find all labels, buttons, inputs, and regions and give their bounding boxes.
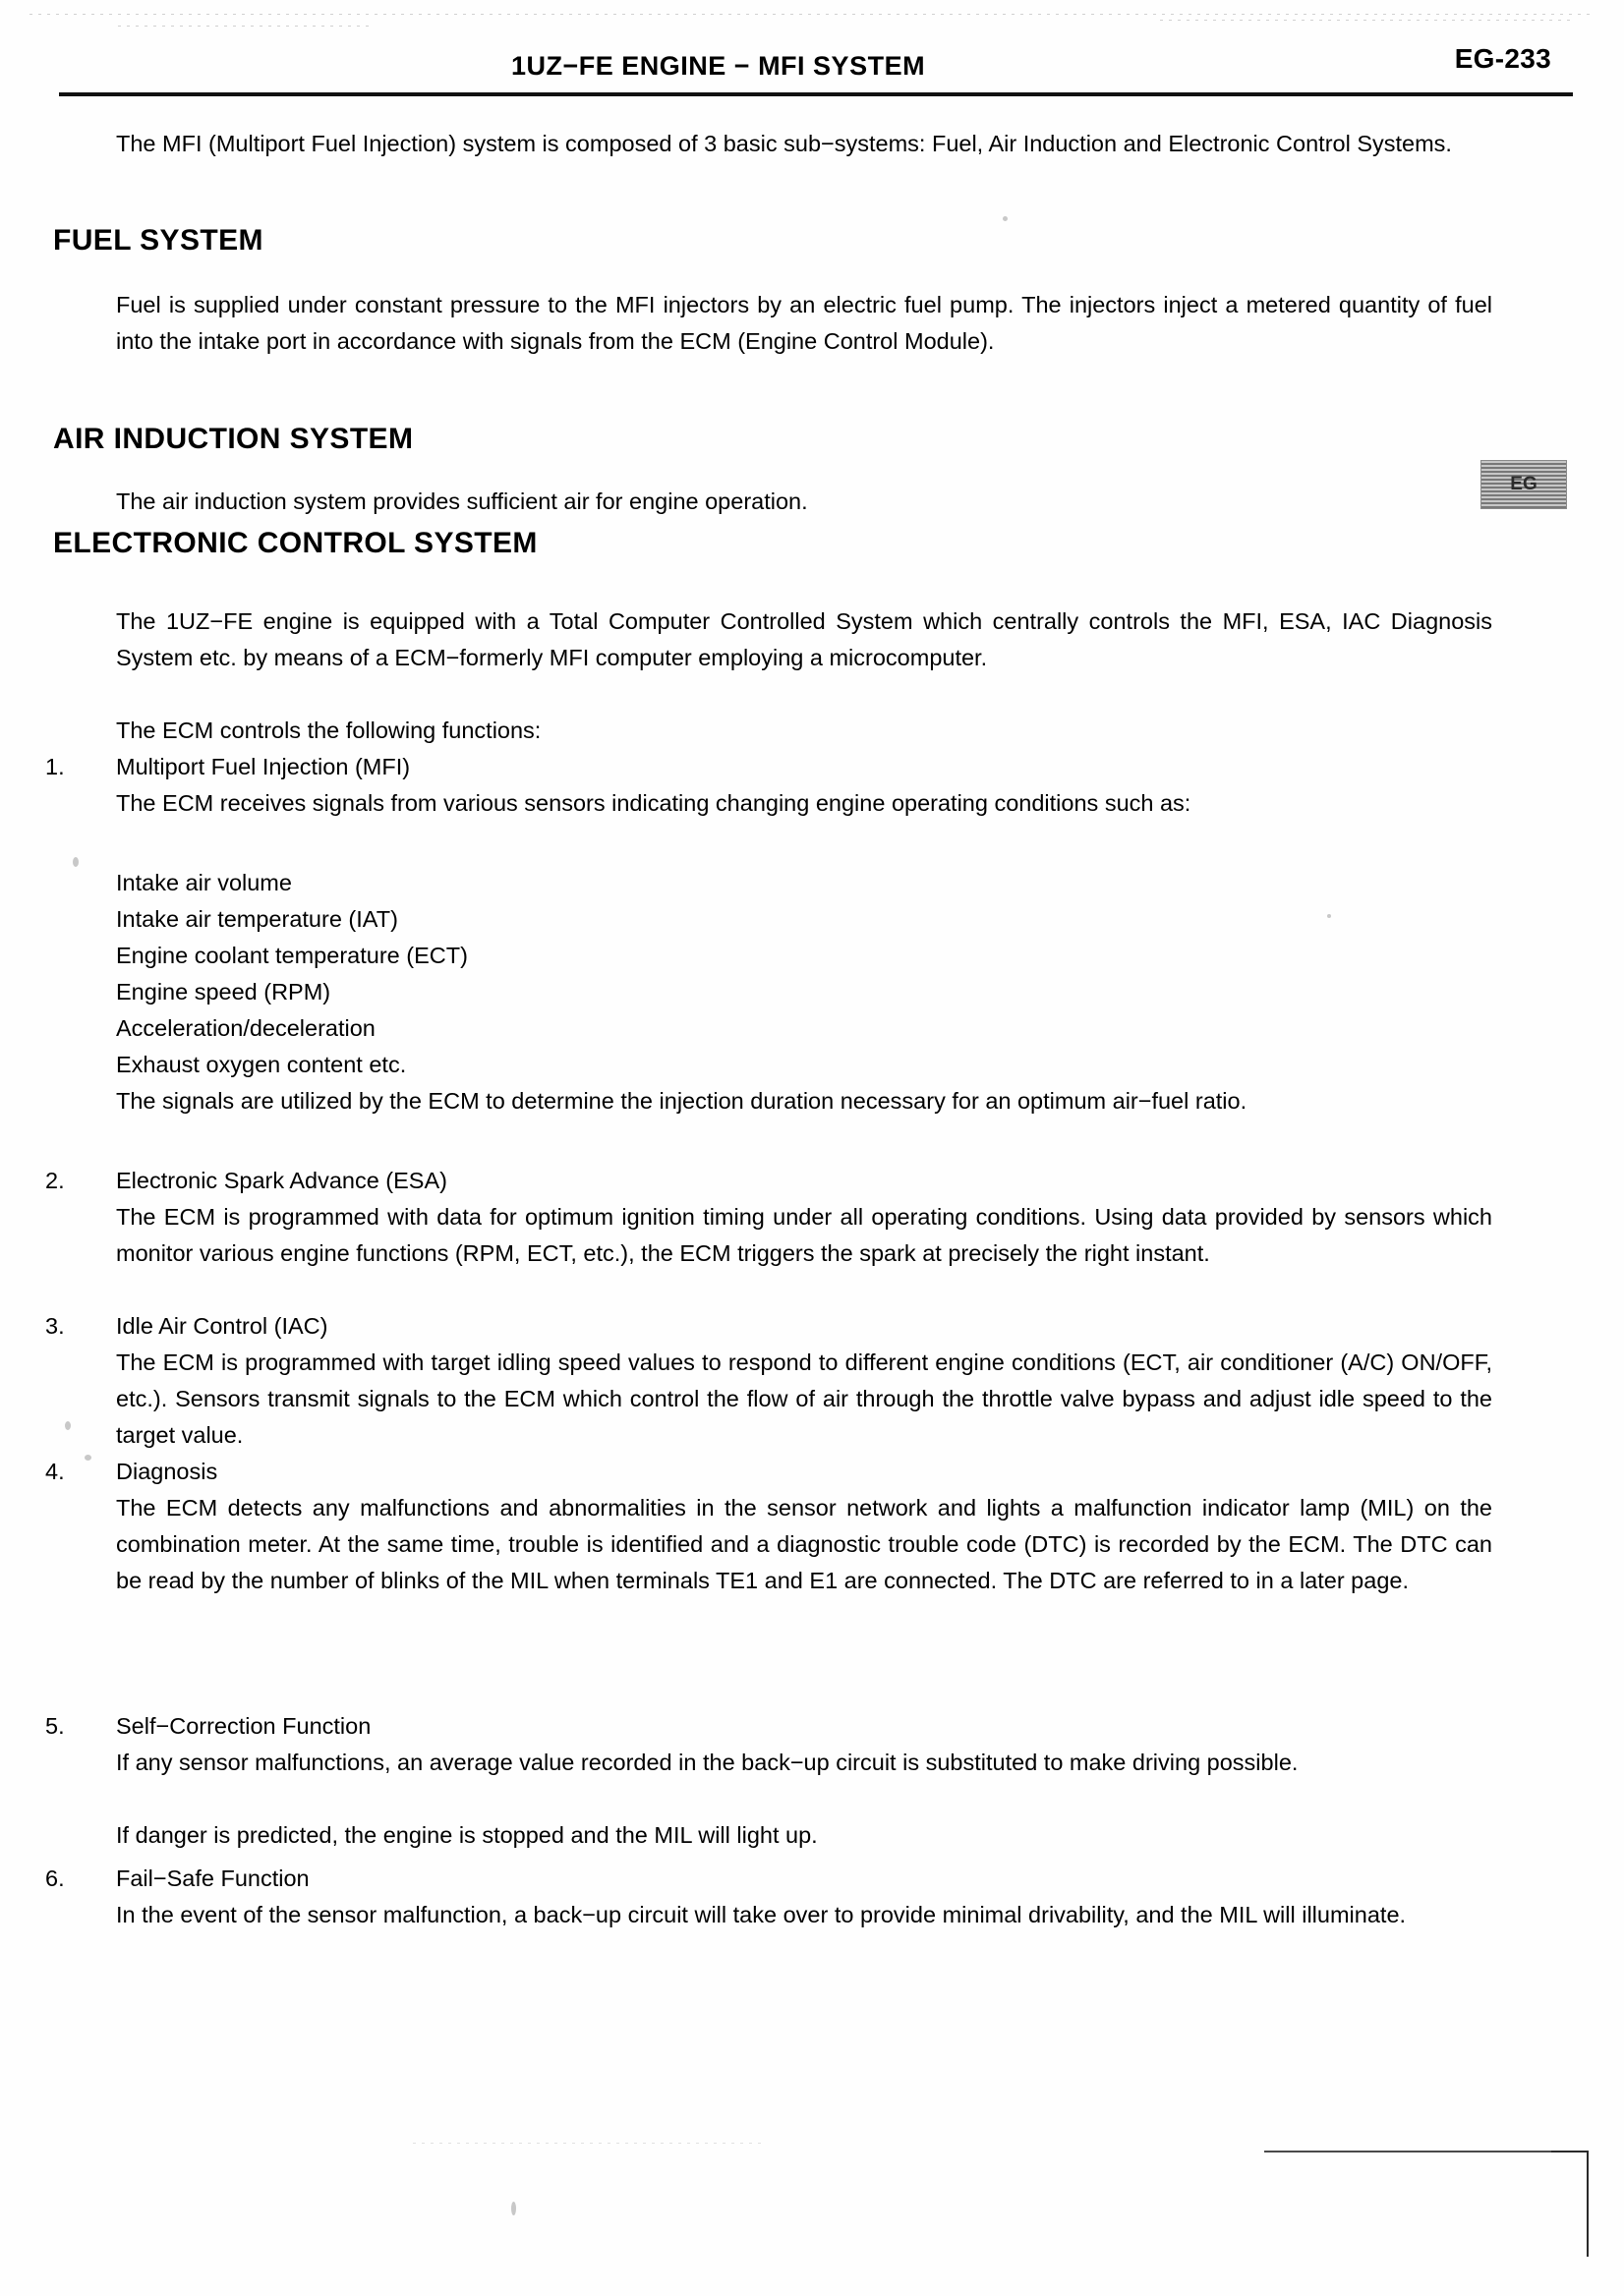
function-number: 5.	[45, 1713, 65, 1739]
heading-fuel-system: FUEL SYSTEM	[53, 224, 263, 257]
intro-paragraph: The MFI (Multiport Fuel Injection) system is composed of 3 basic sub−systems: Fuel, Air Induction and Electronic Control Systems.	[116, 131, 1452, 156]
scan-artifact-line	[118, 26, 374, 27]
electronic-control-body: The 1UZ−FE engine is equipped with a Total Computer Controlled System which centrally controls the MFI, ESA, IAC Diagnosis System etc. by means of a ECM−formerly MFI computer employing a microcomputer.	[116, 608, 1492, 670]
function-title: Multiport Fuel Injection (MFI)	[116, 754, 411, 779]
air-induction-body: The air induction system provides sufficient air for engine operation.	[116, 488, 808, 514]
function-number: 3.	[45, 1313, 65, 1339]
header-title: 1UZ−FE ENGINE − MFI SYSTEM	[511, 51, 926, 81]
function-body: The ECM is programmed with target idling speed values to respond to different engine conditions (ECT, air conditioner (A/C) ON/OFF, etc.). Sensors transmit signals to the ECM which control the flow of air through the throttle valve bypass and adjust idle speed to the target value.	[116, 1349, 1492, 1448]
scan-speck	[73, 857, 79, 867]
section-tab-label: EG	[1510, 474, 1537, 494]
scan-speck	[1327, 914, 1331, 918]
list-item: Exhaust oxygen content etc.	[116, 1052, 407, 1077]
corner-registration-mark	[1551, 2151, 1589, 2257]
heading-electronic-control-system: ELECTRONIC CONTROL SYSTEM	[53, 527, 538, 559]
list-item: Intake air temperature (IAT)	[116, 906, 398, 932]
function-body: The ECM detects any malfunctions and abnormalities in the sensor network and lights a malfunction indicator lamp (MIL) on the combination meter. At the same time, trouble is identified and a diagnostic trouble code (DTC) is recorded by the ECM. The DTC can be read by the number of blinks of the MIL when terminals TE1 and E1 are connected. The DTC are referred to in a later page.	[116, 1495, 1492, 1593]
list-item: Engine speed (RPM)	[116, 979, 331, 1004]
function-title: Fail−Safe Function	[116, 1866, 310, 1891]
section-tab-marker	[1480, 460, 1567, 509]
scan-artifact-line	[413, 2143, 767, 2144]
page-number: EG-233	[1454, 43, 1551, 74]
list-item: Engine coolant temperature (ECT)	[116, 943, 468, 968]
function-body2: The signals are utilized by the ECM to determine the injection duration necessary for an optimum air−fuel ratio.	[116, 1088, 1247, 1114]
function-number: 2.	[45, 1168, 65, 1193]
function-number: 4.	[45, 1459, 65, 1484]
heading-air-induction-system: AIR INDUCTION SYSTEM	[53, 423, 414, 455]
function-body: The ECM receives signals from various sensors indicating changing engine operating conditions such as:	[116, 790, 1191, 816]
function-title: Idle Air Control (IAC)	[116, 1313, 328, 1339]
electronic-control-body2: The ECM controls the following functions:	[116, 718, 542, 743]
list-item: Acceleration/deceleration	[116, 1015, 376, 1041]
function-body: In the event of the sensor malfunction, a back−up circuit will take over to provide minimal drivability, and the MIL will illuminate.	[116, 1902, 1407, 1927]
function-body: If any sensor malfunctions, an average value recorded in the back−up circuit is substituted to make driving possible.	[116, 1750, 1299, 1775]
function-number: 1.	[45, 754, 65, 779]
fuel-system-body: Fuel is supplied under constant pressure to the MFI injectors by an electric fuel pump. The injectors inject a metered quantity of fuel into the intake port in accordance with signals from the ECM (Engine Control Module).	[116, 292, 1492, 354]
function-title: Electronic Spark Advance (ESA)	[116, 1168, 447, 1193]
scan-speck	[1003, 216, 1008, 221]
page-header	[59, 43, 1573, 104]
function-number: 6.	[45, 1866, 65, 1891]
function-body2: If danger is predicted, the engine is stopped and the MIL will light up.	[116, 1822, 818, 1848]
scan-artifact-line	[1264, 2151, 1589, 2152]
scan-speck	[65, 1421, 71, 1430]
header-rule	[59, 92, 1573, 96]
scan-artifact-line	[29, 14, 1593, 15]
function-title: Diagnosis	[116, 1459, 218, 1484]
scan-artifact-line	[1160, 20, 1573, 21]
function-body: The ECM is programmed with data for optimum ignition timing under all operating conditions. Using data provided by sensors which monitor various engine functions (RPM, ECT, etc.), the ECM triggers the spark at precisely the right instant.	[116, 1204, 1492, 1266]
function-title: Self−Correction Function	[116, 1713, 372, 1739]
scan-speck	[511, 2202, 516, 2215]
list-item: Intake air volume	[116, 870, 292, 895]
